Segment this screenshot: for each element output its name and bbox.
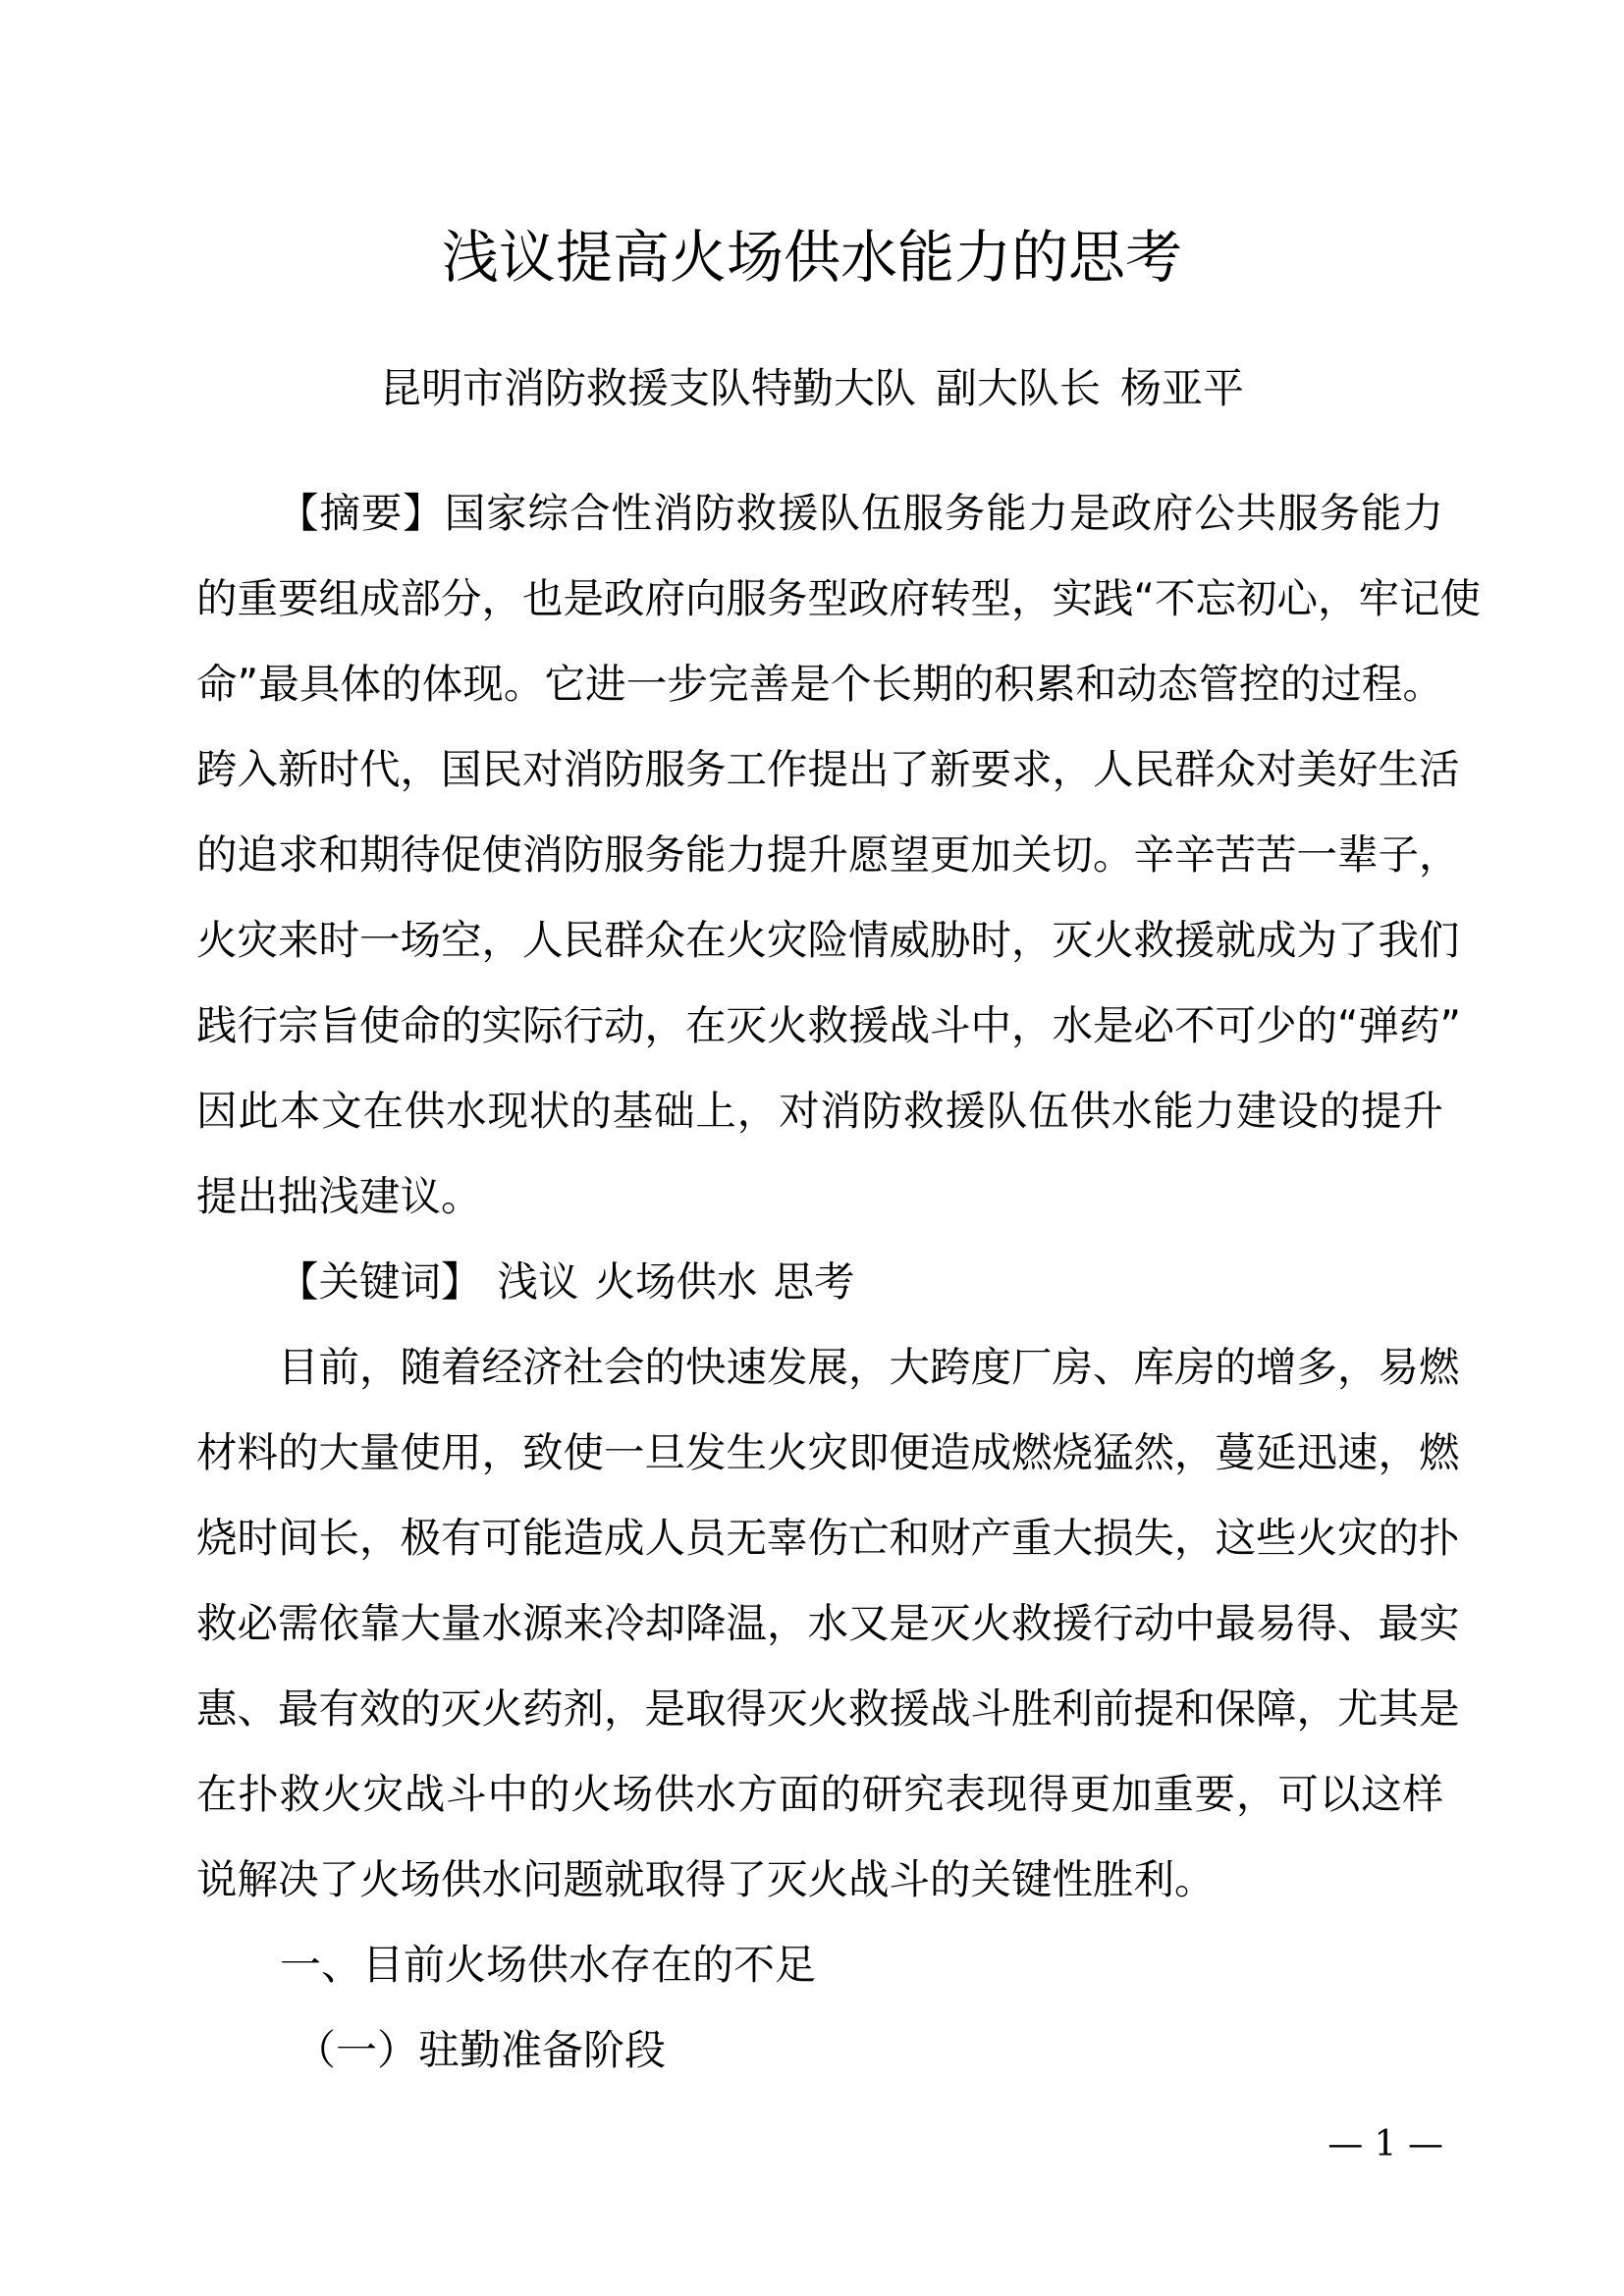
abstract-line: 的追求和期待促使消防服务能力提升愿望更加关切。辛辛苦苦一辈子，: [196, 830, 1460, 879]
keyword: 思考: [773, 1257, 855, 1306]
paragraph-line: 说解决了火场供水问题就取得了灭火战斗的关键性胜利。: [196, 1855, 1216, 1903]
abstract-line: 的重要组成部分，也是政府向服务型政府转型，实践“不忘初心，牢记使: [196, 574, 1482, 622]
paragraph-line: 救必需依靠大量水源来冷却降温，水又是灭火救援行动中最易得、最实: [196, 1599, 1460, 1647]
paragraph-line: 材料的大量使用，致使一旦发生火灾即便造成燃烧猛然，蔓延迅速，燃: [196, 1428, 1460, 1476]
abstract-line: 跨入新时代，国民对消防服务工作提出了新要求，人民群众对美好生活: [196, 745, 1460, 793]
abstract-line: 因此本文在供水现状的基础上，对消防救援队伍供水能力建设的提升: [196, 1087, 1443, 1135]
section-heading: 一、目前火场供水存在的不足: [280, 1941, 817, 1989]
abstract-line: 命”最具体的体现。它进一步完善是个长期的积累和动态管控的过程。: [196, 660, 1443, 708]
paragraph-line: 烧时间长，极有可能造成人员无辜伤亡和财产重大损失，这些火灾的扑: [196, 1514, 1460, 1562]
subsection-heading: （一）驻勤准备阶段: [295, 2026, 667, 2074]
abstract-line: 提出拙浅建议。: [196, 1172, 482, 1220]
author-unit: 昆明市消防救援支队特勤大队: [379, 364, 916, 412]
author-name: 杨亚平: [1120, 364, 1245, 412]
abstract-label: 【摘要】: [278, 489, 445, 537]
paragraph-line: 惠、最有效的灭火药剂，是取得灭火救援战斗胜利前提和保障，尤其是: [196, 1684, 1460, 1733]
document-title: 浅议提高火场供水能力的思考: [441, 224, 1182, 291]
keywords-label: 【关键词】: [278, 1257, 482, 1306]
abstract-line: [278, 484, 1443, 543]
keyword: 火场供水: [594, 1257, 758, 1306]
abstract-line: 火灾来时一场空，人民群众在火灾险情威胁时，灭火救援就成为了我们: [196, 916, 1460, 964]
abstract-line: 践行宗旨使命的实际行动，在灭火救援战斗中，水是必不可少的“弹药”: [196, 1001, 1462, 1049]
paragraph-line: 在扑救火灾战斗中的火场供水方面的研究表现得更加重要，可以这样: [196, 1770, 1443, 1818]
paragraph-line: 目前，随着经济社会的快速发展，大跨度厂房、库房的增多，易燃: [278, 1343, 1460, 1391]
page-number: — 1 —: [1327, 2124, 1443, 2164]
author-byline: [0, 359, 1624, 418]
author-position: 副大队长: [935, 364, 1101, 412]
keyword: 浅议: [497, 1257, 579, 1306]
abstract-text: 国家综合性消防救援队伍服务能力是政府公共服务能力: [444, 489, 1443, 537]
keywords-line: [278, 1253, 1443, 1311]
